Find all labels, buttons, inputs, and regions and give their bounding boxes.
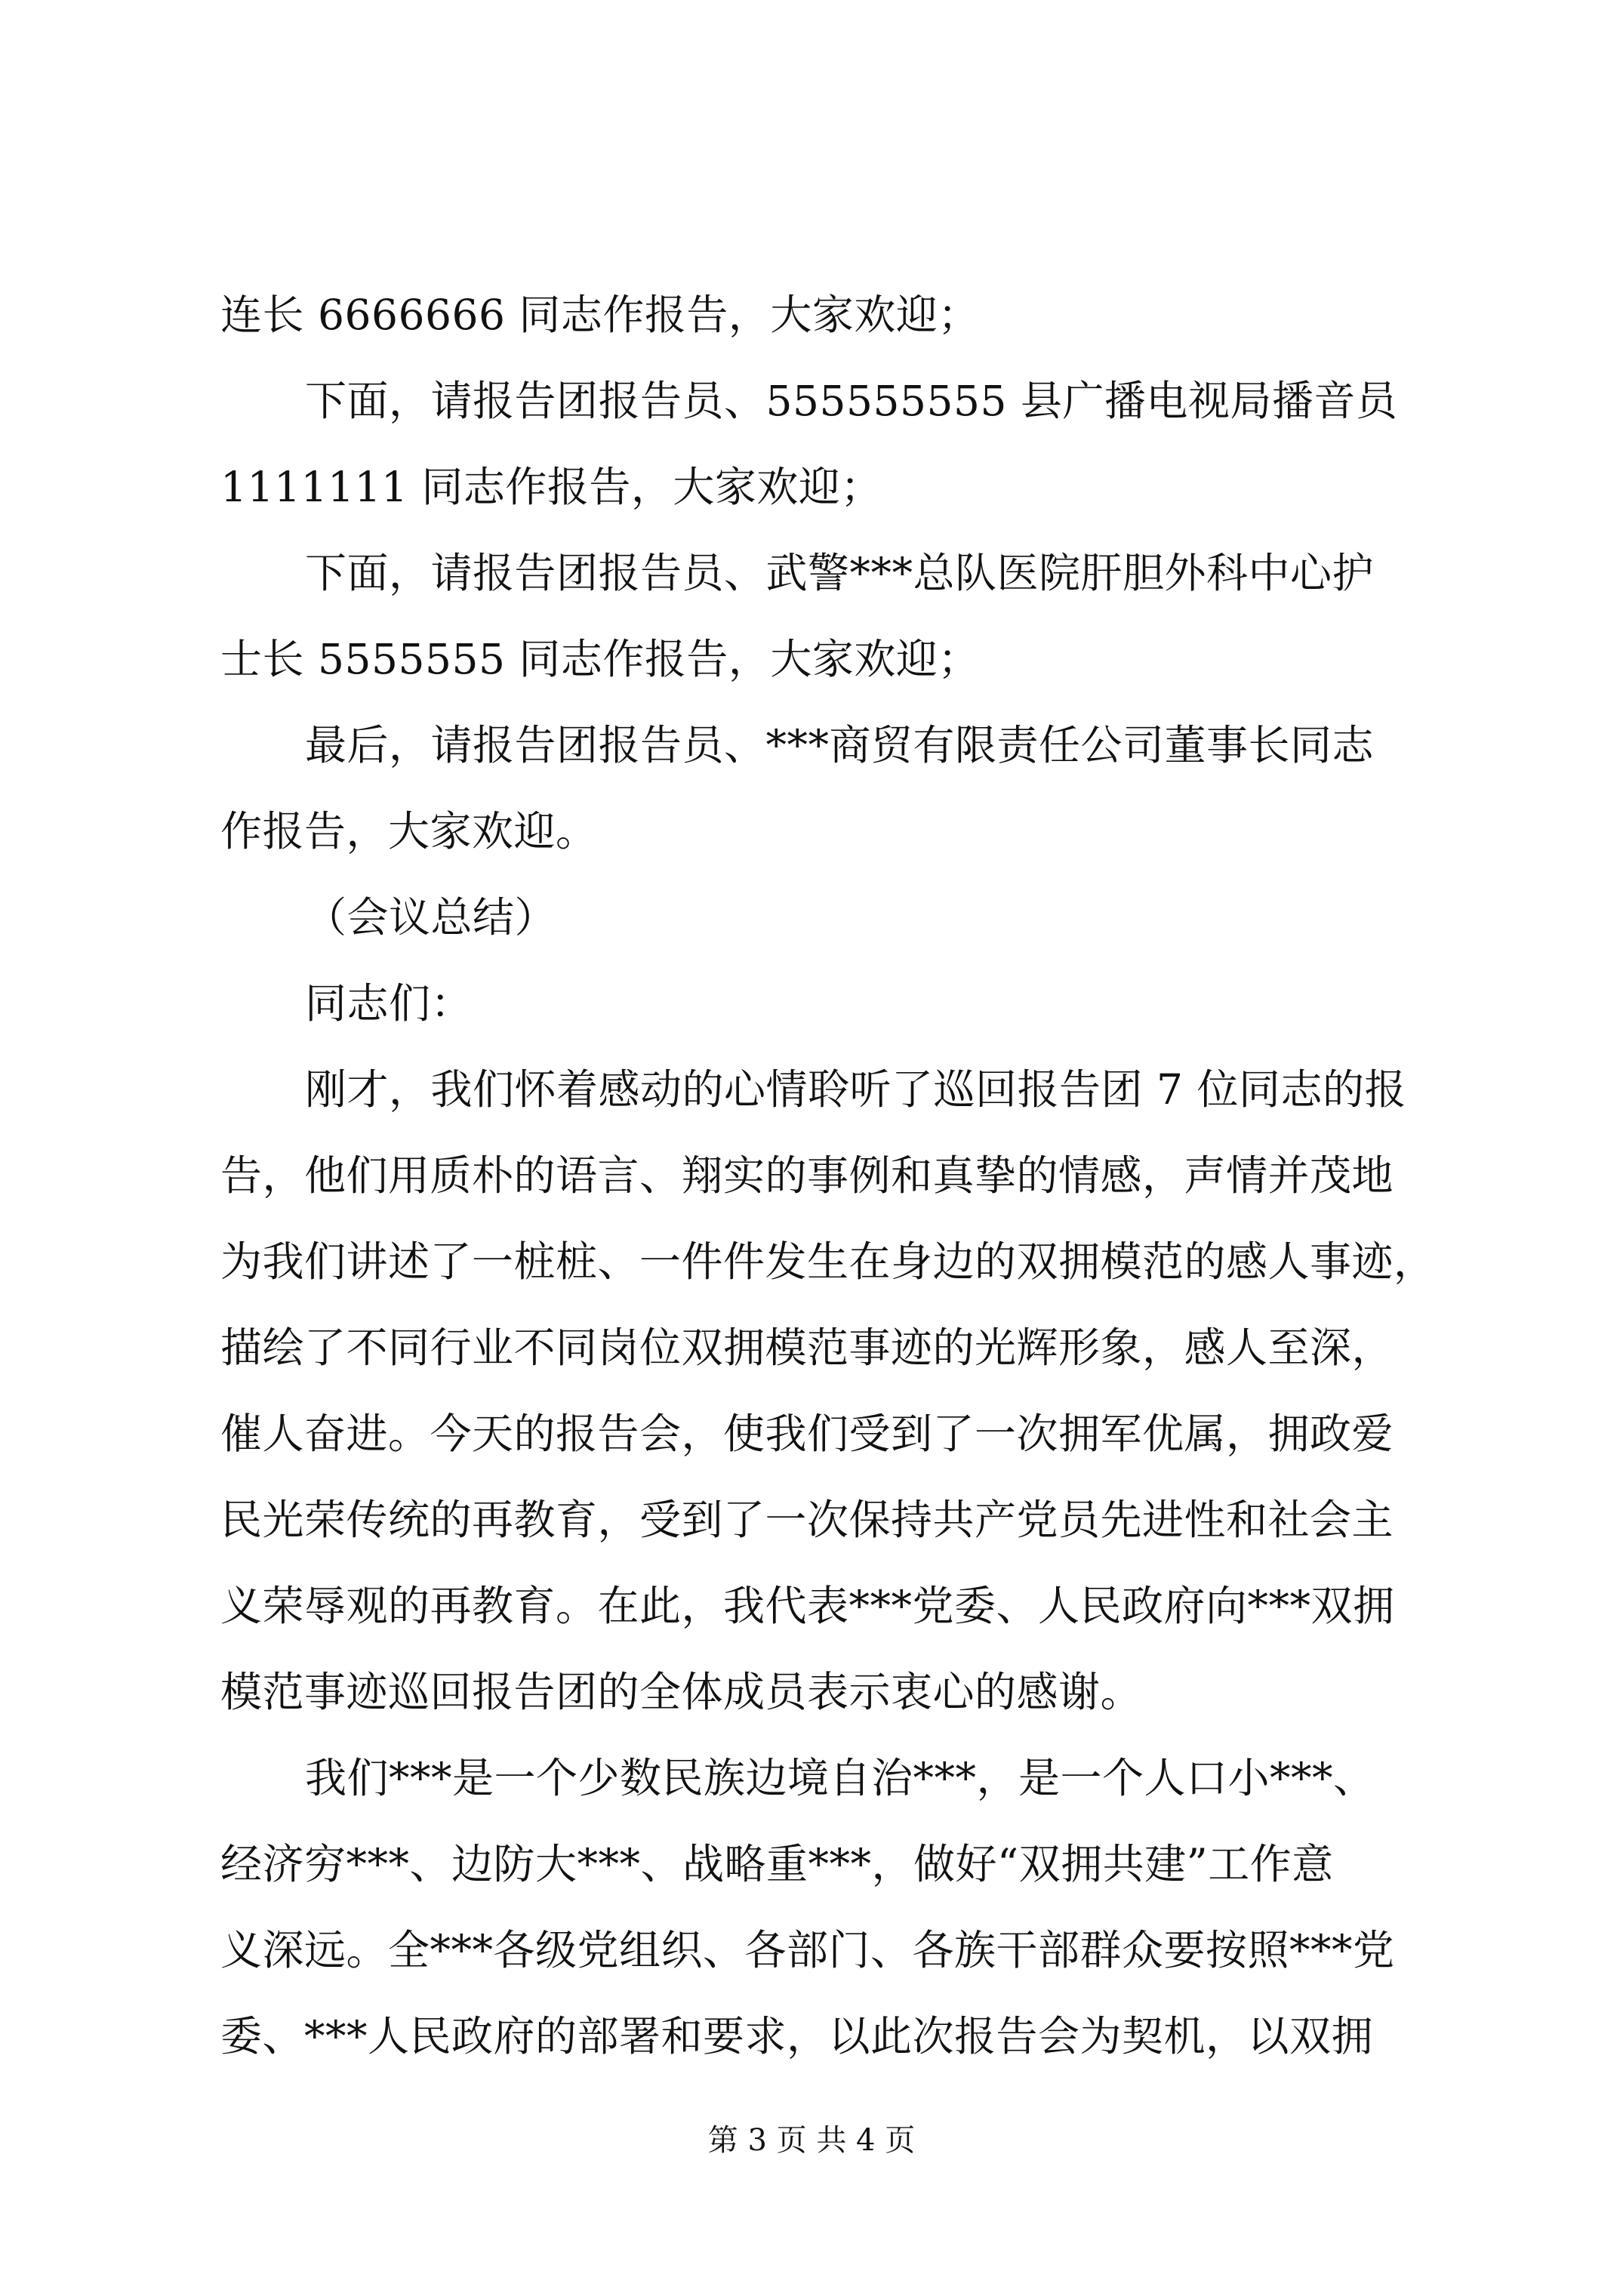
text-line: 义深远。全***各级党组织、各部门、各族干部群众要按照***党	[220, 1926, 1395, 1974]
page-number-footer: 第 3 页 共 4 页	[707, 2123, 916, 2158]
text-line: 士长 5555555 同志作报告，大家欢迎；	[220, 635, 980, 683]
salutation: 同志们：	[305, 979, 473, 1028]
text-line: 最后，请报告团报告员、***商贸有限责任公司董事长同志	[305, 721, 1375, 769]
section-heading: （会议总结）	[305, 893, 557, 942]
text-line: 刚才，我们怀着感动的心情聆听了巡回报告团 7 位同志的报	[305, 1065, 1406, 1114]
text-line: 我们***是一个少数民族边境自治***，是一个人口小***、	[305, 1754, 1375, 1802]
text-line: 作报告，大家欢迎。	[220, 807, 598, 855]
text-line: 1111111 同志作报告，大家欢迎；	[220, 463, 882, 511]
text-line: 委、***人民政府的部署和要求，以此次报告会为契机，以双拥	[220, 2012, 1374, 2060]
text-line: 描绘了不同行业不同岗位双拥模范事迹的光辉形象，感人至深，	[220, 1324, 1394, 1372]
text-line: 下面，请报告团报告员、555555555 县广播电视局播音员	[305, 377, 1398, 425]
text-line: 民光荣传统的再教育，受到了一次保持共产党员先进性和社会主	[220, 1496, 1394, 1544]
text-line: 模范事迹巡回报告团的全体成员表示衷心的感谢。	[220, 1668, 1143, 1716]
document-body	[220, 272, 1443, 2079]
text-line: 告，他们用质朴的语言、翔实的事例和真挚的情感，声情并茂地	[220, 1151, 1394, 1200]
text-line: 为我们讲述了一桩桩、一件件发生在身边的双拥模范的感人事迹，	[220, 1237, 1436, 1286]
text-line: 经济穷***、边防大***、战略重***，做好“双拥共建”工作意	[220, 1840, 1334, 1888]
text-line: 下面，请报告团报告员、武警***总队医院肝胆外科中心护	[305, 549, 1375, 597]
text-line: 义荣辱观的再教育。在此，我代表***党委、人民政府向***双拥	[220, 1582, 1395, 1630]
text-line: 连长 6666666 同志作报告，大家欢迎；	[220, 291, 980, 339]
text-line: 催人奋进。今天的报告会，使我们受到了一次拥军优属，拥政爱	[220, 1410, 1394, 1458]
